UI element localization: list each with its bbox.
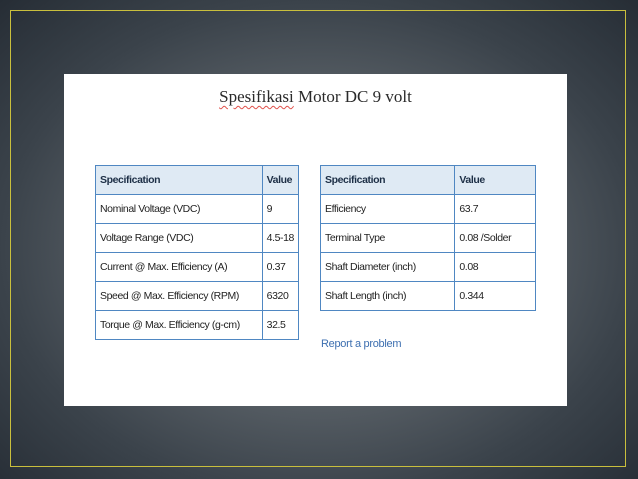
- value-cell: 0.08 /Solder: [455, 224, 536, 253]
- spec-cell: Shaft Diameter (inch): [321, 253, 455, 282]
- spec-cell: Current @ Max. Efficiency (A): [96, 253, 263, 282]
- title-rest: Motor DC 9 volt: [293, 87, 412, 106]
- spec-cell: Speed @ Max. Efficiency (RPM): [96, 282, 263, 311]
- value-cell: 32.5: [262, 311, 298, 340]
- table-row: [321, 195, 536, 224]
- table-row: [321, 253, 536, 282]
- table-header-row: [96, 166, 299, 195]
- spec-cell: Nominal Voltage (VDC): [96, 195, 263, 224]
- title-word-spesifikasi: Spesifikasi: [219, 87, 294, 106]
- table-header-row: [321, 166, 536, 195]
- table-row: [96, 311, 299, 340]
- table-row: [96, 282, 299, 311]
- value-cell: 6320: [262, 282, 298, 311]
- value-cell: 0.344: [455, 282, 536, 311]
- report-problem-link[interactable]: Report a problem: [321, 338, 402, 350]
- value-cell: 4.5-18: [262, 224, 298, 253]
- table-row: [96, 195, 299, 224]
- column-header-value: Value: [262, 166, 298, 195]
- table-row: [96, 224, 299, 253]
- spec-cell: Torque @ Max. Efficiency (g-cm): [96, 311, 263, 340]
- spec-cell: Shaft Length (inch): [321, 282, 455, 311]
- spec-cell: Voltage Range (VDC): [96, 224, 263, 253]
- value-cell: 0.37: [262, 253, 298, 282]
- spec-table-right: [320, 165, 536, 311]
- column-header-specification: Specification: [321, 166, 455, 195]
- column-header-value: Value: [455, 166, 536, 195]
- table-row: [96, 253, 299, 282]
- value-cell: 9: [262, 195, 298, 224]
- table-row: [321, 224, 536, 253]
- spec-cell: Terminal Type: [321, 224, 455, 253]
- page-title: [64, 87, 567, 107]
- spec-cell: Efficiency: [321, 195, 455, 224]
- value-cell: 0.08: [455, 253, 536, 282]
- content-panel: [64, 74, 567, 406]
- value-cell: 63.7: [455, 195, 536, 224]
- table-row: [321, 282, 536, 311]
- spec-table-left: [95, 165, 299, 340]
- column-header-specification: Specification: [96, 166, 263, 195]
